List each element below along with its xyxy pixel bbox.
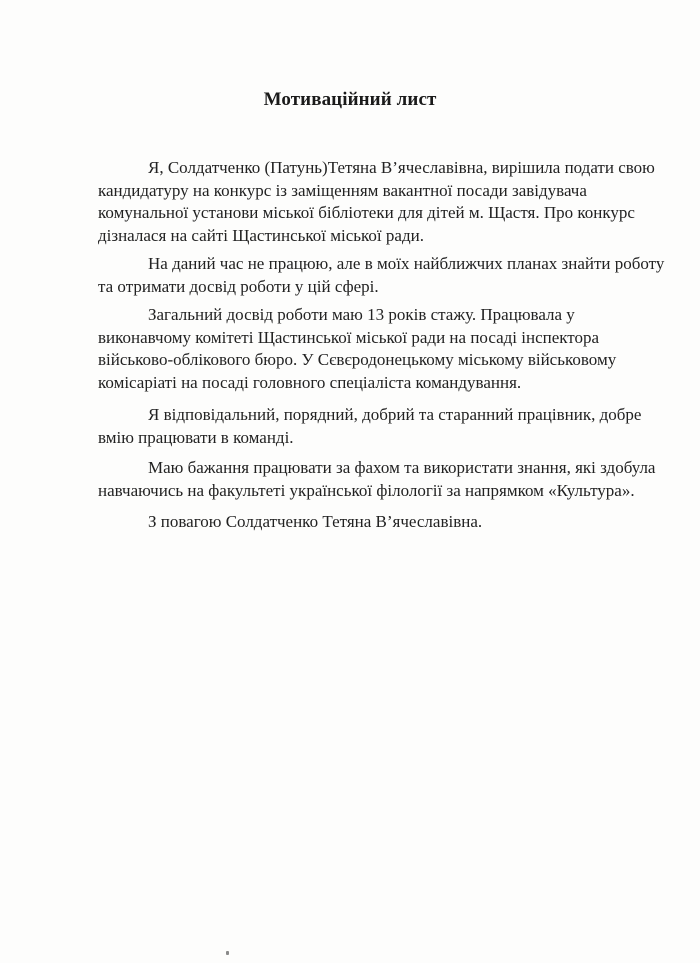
letter-title: Мотиваційний лист bbox=[263, 89, 437, 110]
scan-speck bbox=[226, 951, 229, 955]
text-line: виконавчому комітеті Щастинської міської ради на посаді інспектора bbox=[98, 327, 600, 347]
text-line: Маю бажання працювати за фахом та використати знання, які здобула bbox=[148, 458, 656, 477]
paragraph-signature bbox=[98, 511, 646, 534]
text-line: та отримати досвід роботи у цій сфері. bbox=[98, 276, 379, 296]
text-line: Загальний досвід роботи маю 13 років стажу. Працювала у bbox=[148, 305, 575, 324]
paragraph-motivation bbox=[98, 457, 656, 502]
text-line: дізналася на сайті Щастинської міської ради. bbox=[98, 225, 424, 245]
text-line: комунальної установи міської бібліотеки для дітей м. Щастя. Про конкурс bbox=[98, 203, 635, 222]
text-line: Я, Солдатченко (Патунь)Тетяна В’ячеславівна, вирішила подати свою bbox=[148, 158, 655, 177]
text-line: військово-облікового бюро. У Сєвєродонецькому міському військовому bbox=[98, 350, 617, 369]
paragraph-qualities bbox=[98, 404, 646, 449]
signature-line: З повагою Солдатченко Тетяна В’ячеславівна. bbox=[148, 512, 483, 531]
text-line: комісаріаті на посаді головного спеціаліста командування. bbox=[98, 372, 522, 392]
paragraph-current-status bbox=[98, 253, 665, 298]
text-line: вмію працювати в команді. bbox=[98, 427, 294, 447]
paragraph-intro bbox=[98, 157, 655, 247]
text-line: Я відповідальний, порядний, добрий та старанний працівник, добре bbox=[148, 405, 642, 424]
text-line: кандидатуру на конкурс із заміщенням вакантної посади завідувача bbox=[98, 180, 587, 200]
paragraph-experience bbox=[98, 304, 646, 394]
text-line: навчаючись на факультеті української філології за напрямком «Культура». bbox=[98, 480, 635, 500]
text-line: На даний час не працюю, але в моїх найближчих планах знайти роботу bbox=[148, 254, 665, 273]
